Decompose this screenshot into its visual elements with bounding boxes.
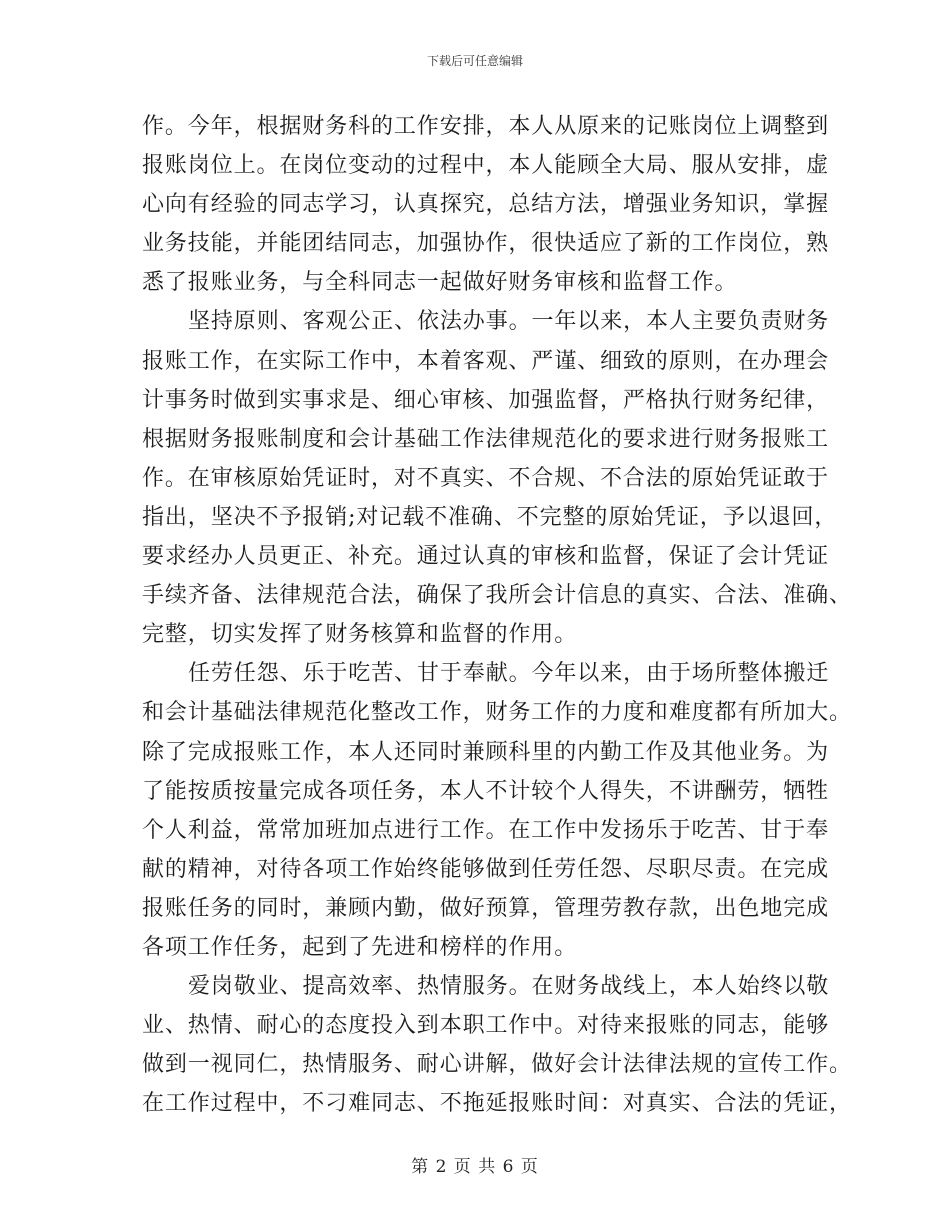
- text-line: 心向有经验的同志学习，认真探究，总结方法，增强业务知识，掌握: [142, 192, 830, 218]
- text-line: 悉了报账业务，与全科同志一起做好财务审核和监督工作。: [142, 270, 738, 296]
- text-line: 报账岗位上。在岗位变动的过程中，本人能顾全大局、服从安排，虚: [142, 153, 830, 179]
- text-line: 作。在审核原始凭证时，对不真实、不合规、不合法的原始凭证敢于: [142, 465, 830, 491]
- text-line: 做到一视同仁，热情服务、耐心讲解，做好会计法律法规的宣传工作。: [142, 1052, 852, 1078]
- text-line: 指出，坚决不予报销;对记载不准确、不完整的原始凭证，予以退回，: [142, 504, 838, 530]
- paragraph-start-line: 任劳任怨、乐于吃苦、甘于奉献。今年以来，由于场所整体搬迁: [188, 661, 830, 687]
- text-line: 作。今年，根据财务科的工作安排，本人从原来的记账岗位上调整到: [142, 114, 830, 139]
- text-line: 个人利益，常常加班加点进行工作。在工作中发扬乐于吃苦、甘于奉: [142, 817, 830, 843]
- text-line: 各项工作任务，起到了先进和榜样的作用。: [142, 934, 578, 960]
- page-header: 下载后可任意编辑: [426, 54, 523, 68]
- text-line: 在工作过程中，不刁难同志、不拖延报账时间：对真实、合法的凭证，: [142, 1091, 852, 1117]
- text-line: 完整，切实发挥了财务核算和监督的作用。: [142, 622, 578, 648]
- text-line: 报账任务的同时，兼顾内勤，做好预算，管理劳教存款，出色地完成: [142, 895, 830, 921]
- text-line: 业、热情、耐心的态度投入到本职工作中。对待来报账的同志，能够: [142, 1013, 830, 1039]
- text-line: 根据财务报账制度和会计基础工作法律规范化的要求进行财务报账工: [142, 426, 830, 452]
- text-line: 要求经办人员更正、补充。通过认真的审核和监督，保证了会计凭证: [142, 544, 830, 570]
- text-line: 报账工作，在实际工作中，本着客观、严谨、细致的原则，在办理会: [142, 348, 830, 374]
- paragraph-start-line: 坚持原则、客观公正、依法办事。一年以来，本人主要负责财务: [188, 309, 830, 335]
- text-line: 计事务时做到实事求是、细心审核、加强监督，严格执行财务纪律，: [142, 387, 830, 413]
- text-line: 和会计基础法律规范化整改工作，财务工作的力度和难度都有所加大。: [142, 700, 852, 726]
- text-line: 手续齐备、法律规范合法，确保了我所会计信息的真实、合法、准确、: [142, 583, 852, 609]
- page-number-footer: 第 2 页 共 6 页: [411, 1157, 539, 1177]
- paragraph-start-line: 爱岗敬业、提高效率、热情服务。在财务战线上，本人始终以敬: [188, 974, 830, 1000]
- text-line: 了能按质按量完成各项任务，本人不计较个人得失，不讲酬劳，牺牲: [142, 778, 830, 804]
- document-body: [142, 107, 852, 1123]
- text-line: 业务技能，并能团结同志，加强协作，很快适应了新的工作岗位，熟: [142, 231, 830, 257]
- text-line: 献的精神，对待各项工作始终能够做到任劳任怨、尽职尽责。在完成: [142, 856, 830, 882]
- text-line: 除了完成报账工作，本人还同时兼顾科里的内勤工作及其他业务。为: [142, 739, 830, 765]
